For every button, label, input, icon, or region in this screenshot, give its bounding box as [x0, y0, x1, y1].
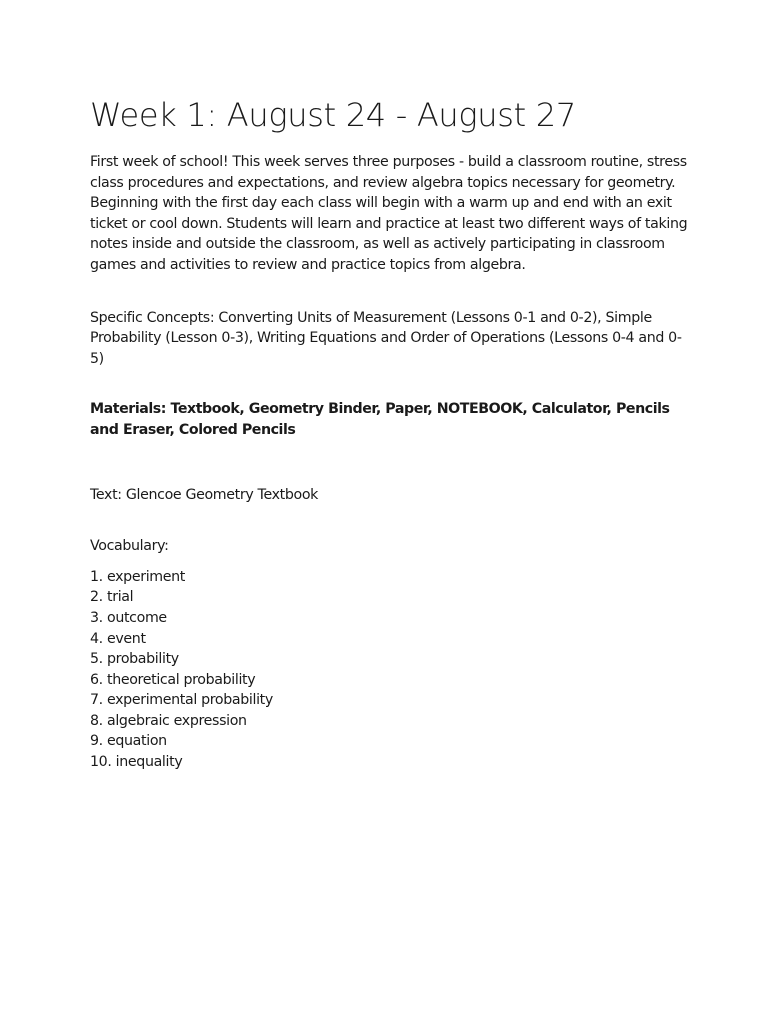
vocabulary-item: 9. equation	[90, 733, 167, 750]
textbook-line: Text: Glencoe Geometry Textbook	[90, 486, 319, 503]
vocabulary-heading: Vocabulary:	[90, 538, 169, 555]
vocabulary-item: 1. experiment	[90, 568, 185, 585]
vocabulary-item: 2. trial	[90, 589, 134, 606]
page-title: Week 1: August 24 - August 27	[90, 96, 576, 134]
materials-paragraph: Materials: Textbook, Geometry Binder, Paper, NOTEBOOK, Calculator, Pencils and Eraser, Colored Pencils	[90, 401, 670, 438]
vocabulary-item: 3. outcome	[90, 609, 167, 626]
vocabulary-item: 8. algebraic expression	[90, 712, 247, 729]
intro-paragraph: First week of school! This week serves three purposes - build a classroom routine, stress class procedures and expectations, and review algebra topics necessary for geometry. Beginning with the first day each class will begin with a warm up and end with an exit ticket or cool down. Students will learn and practice at least two different ways of taking notes inside and outside the classroom, as well as actively participating in classroom games and activities to review and practice topics from algebra.	[90, 154, 688, 273]
vocabulary-list	[90, 567, 690, 773]
document-page	[90, 95, 690, 773]
vocabulary-item: 4. event	[90, 630, 146, 647]
vocabulary-item: 10. inequality	[90, 754, 183, 771]
vocabulary-item: 6. theoretical probability	[90, 671, 256, 688]
vocabulary-item: 7. experimental probability	[90, 692, 273, 709]
specific-concepts-paragraph: Specific Concepts: Converting Units of Measurement (Lessons 0-1 and 0-2), Simple Probability (Lesson 0-3), Writing Equations and Order of Operations (Lessons 0-4 and 0-5)	[90, 309, 682, 367]
vocabulary-item: 5. probability	[90, 651, 179, 668]
